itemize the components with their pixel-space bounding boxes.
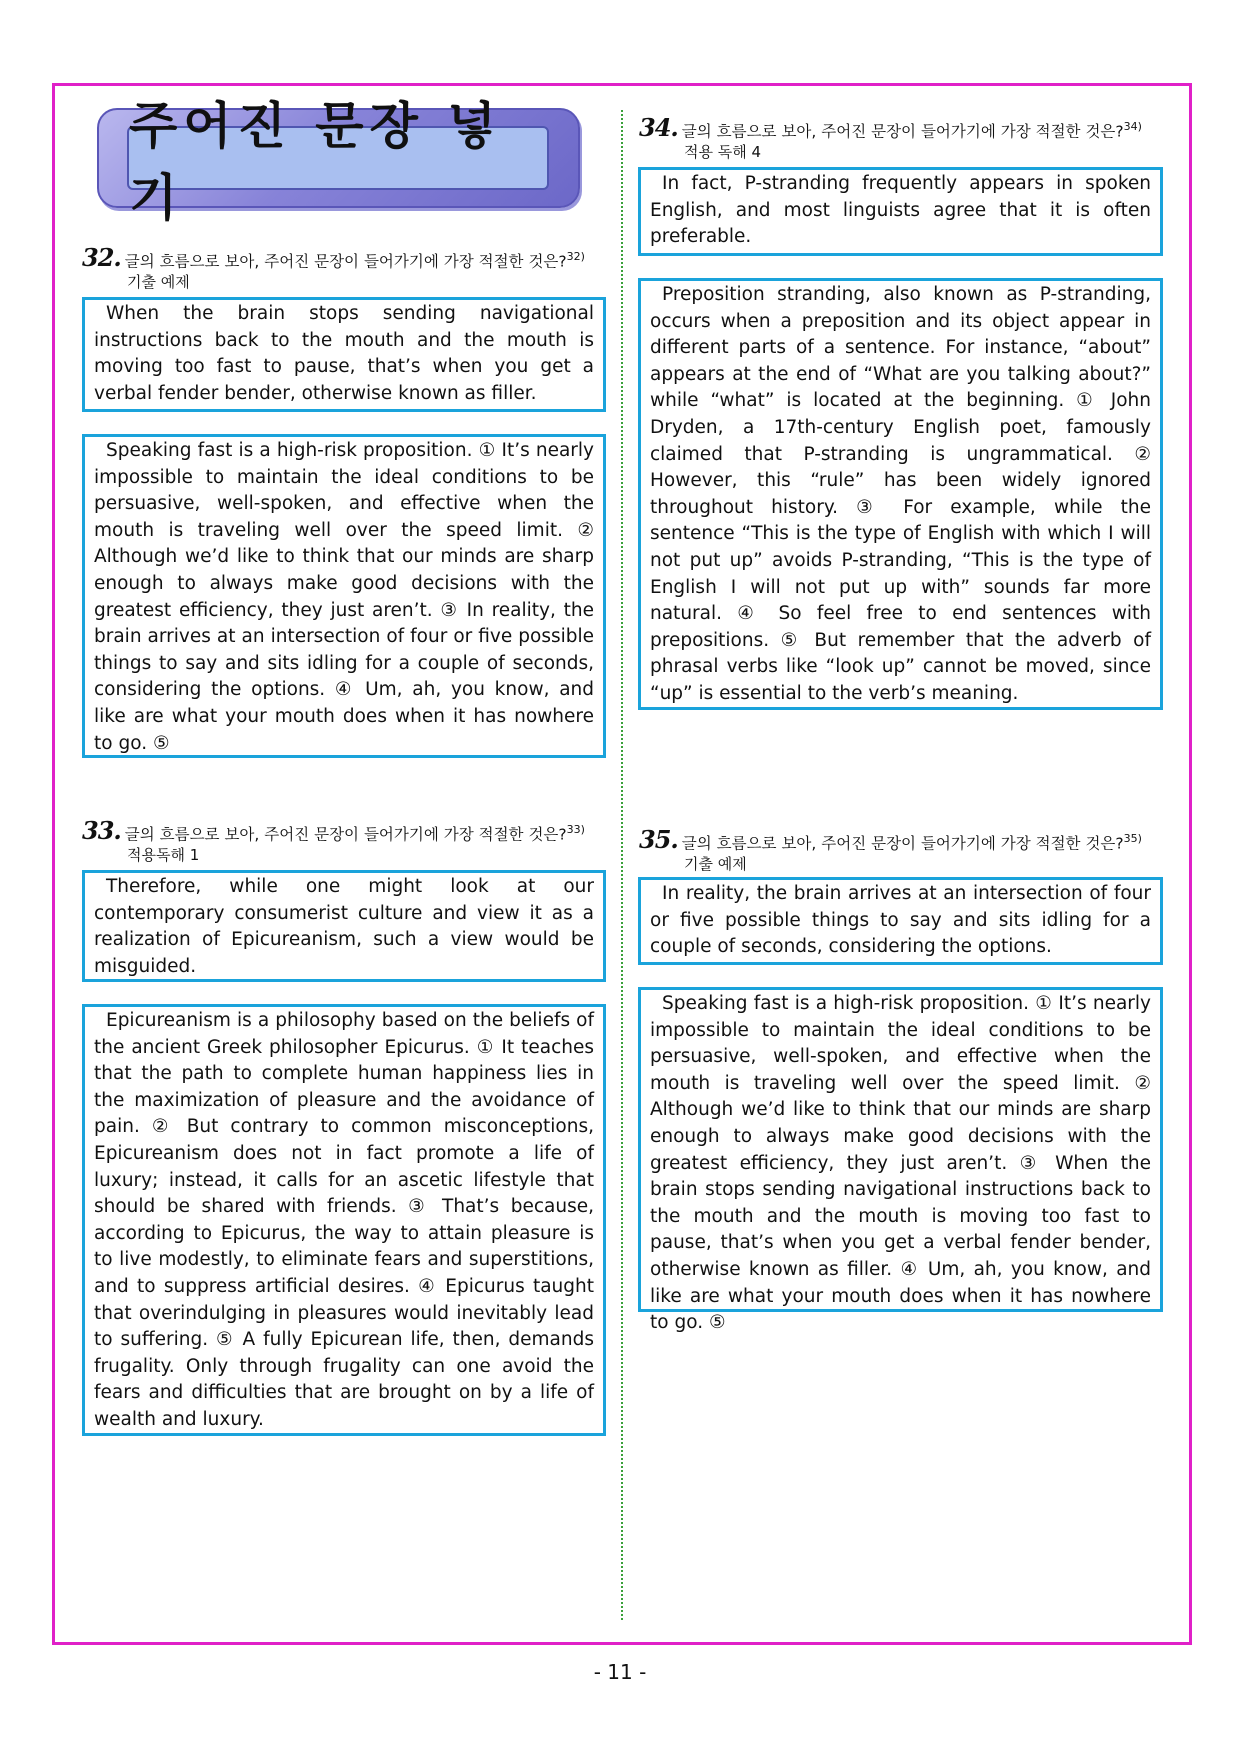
footnote-ref: 32) [566, 250, 585, 263]
question-32-given-sentence: When the brain stops sending navigational instructions back to the mouth and the mouth is moving too fast to pause, that’s when you get a verbal fender bender, otherwise known as filler. [82, 297, 606, 412]
question-35-given-sentence: In reality, the brain arrives at an intersection of four or five possible things to say and sits idling for a couple of seconds, considering the options. [638, 877, 1163, 965]
question-33-header [82, 816, 622, 866]
question-34-passage: Preposition stranding, also known as P-stranding, occurs when a preposition and its object appear in different parts of a sentence. For instance, “about” appears at the end of “What are you talking about?” while “what” is located at the beginning. ① John Dryden, a 17th-century English poet, famously claimed that P-stranding is ungrammatical. ② However, this “rule” has been widely ignored throughout history. ③ For example, while the sentence “This is the type of English with which I will not put up” avoids P-stranding, “This is the type of English I will not put up with” sounds far more natural. ④ So feel free to end sentences with prepositions. ⑤ But remember that the adverb of phrasal verbs like “look up” cannot be moved, since “up” is essential to the verb’s meaning. [638, 278, 1163, 710]
question-35-header [639, 825, 1179, 875]
section-banner [97, 97, 580, 227]
question-prompt: 글의 흐름으로 보아, 주어진 문장이 들어가기에 가장 적절한 것은? [681, 834, 1124, 853]
footnote-ref: 35) [1123, 832, 1142, 845]
question-source: 기출 예제 [127, 273, 190, 292]
question-32-header [82, 243, 622, 293]
question-33-passage: Epicureanism is a philosophy based on the beliefs of the ancient Greek philosopher Epicurus. ① It teaches that the path to complete human happiness lies in the maximization of pleasure and the avoidance of pain. ② But contrary to common misconceptions, Epicureanism does not in fact promote a life of luxury; instead, it calls for an ascetic lifestyle that should be shared with friends. ③ That’s because, according to Epicurus, the way to attain pleasure is to live modestly, to eliminate fears and superstitions, and to suppress artificial desires. ④ Epicurus taught that overindulging in pleasures would inevitably lead to suffering. ⑤ A fully Epicurean life, then, demands frugality. Only through frugality can one avoid the fears and difficulties that are brought on by a life of wealth and luxury. [82, 1004, 606, 1436]
question-prompt: 글의 흐름으로 보아, 주어진 문장이 들어가기에 가장 적절한 것은? [124, 252, 567, 271]
footnote-ref: 34) [1123, 120, 1142, 133]
question-prompt: 글의 흐름으로 보아, 주어진 문장이 들어가기에 가장 적절한 것은? [681, 122, 1124, 141]
question-source: 기출 예제 [684, 855, 747, 874]
footnote-ref: 33) [566, 823, 585, 836]
page-number: - 11 - [593, 1660, 647, 1684]
question-source: 적용독해 1 [127, 846, 200, 865]
section-banner-plate [127, 97, 549, 227]
question-35-passage: Speaking fast is a high-risk proposition. ① It’s nearly impossible to maintain the ideal conditions to be persuasive, well-spoken, and effective when the mouth is traveling well over the speed limit. ② Although we’d like to think that our minds are sharp enough to always make good decisions with the greatest efficiency, they just aren’t. ③ When the brain stops sending navigational instructions back to the mouth and the mouth is moving too fast to pause, that’s when you get a verbal fender bender, otherwise known as filler. ④ Um, ah, you know, and like are what your mouth does when it has nowhere to go. ⑤ [638, 987, 1163, 1312]
question-34-given-sentence: In fact, P-stranding frequently appears in spoken English, and most linguists agree that it is often preferable. [638, 167, 1163, 256]
question-source: 적용 독해 4 [684, 143, 762, 162]
question-number: 32. [82, 243, 121, 273]
question-32-passage: Speaking fast is a high-risk proposition. ① It’s nearly impossible to maintain the ideal conditions to be persuasive, well-spoken, and effective when the mouth is traveling well over the speed limit. ② Although we’d like to think that our minds are sharp enough to always make good decisions with the greatest efficiency, they just aren’t. ③ In reality, the brain arrives at an intersection of four or five possible things to say and sits idling for a couple of seconds, considering the options. ④ Um, ah, you know, and like are what your mouth does when it has nowhere to go. ⑤ [82, 434, 606, 758]
question-34-header [639, 113, 1179, 163]
question-33-given-sentence: Therefore, while one might look at our contemporary consumerist culture and view it as a realization of Epicureanism, such a view would be misguided. [82, 870, 606, 982]
question-number: 35. [639, 825, 678, 855]
question-number: 33. [82, 816, 121, 846]
section-title: 주어진 문장 넣기 [129, 97, 502, 227]
question-number: 34. [639, 113, 678, 143]
question-prompt: 글의 흐름으로 보아, 주어진 문장이 들어가기에 가장 적절한 것은? [124, 825, 567, 844]
